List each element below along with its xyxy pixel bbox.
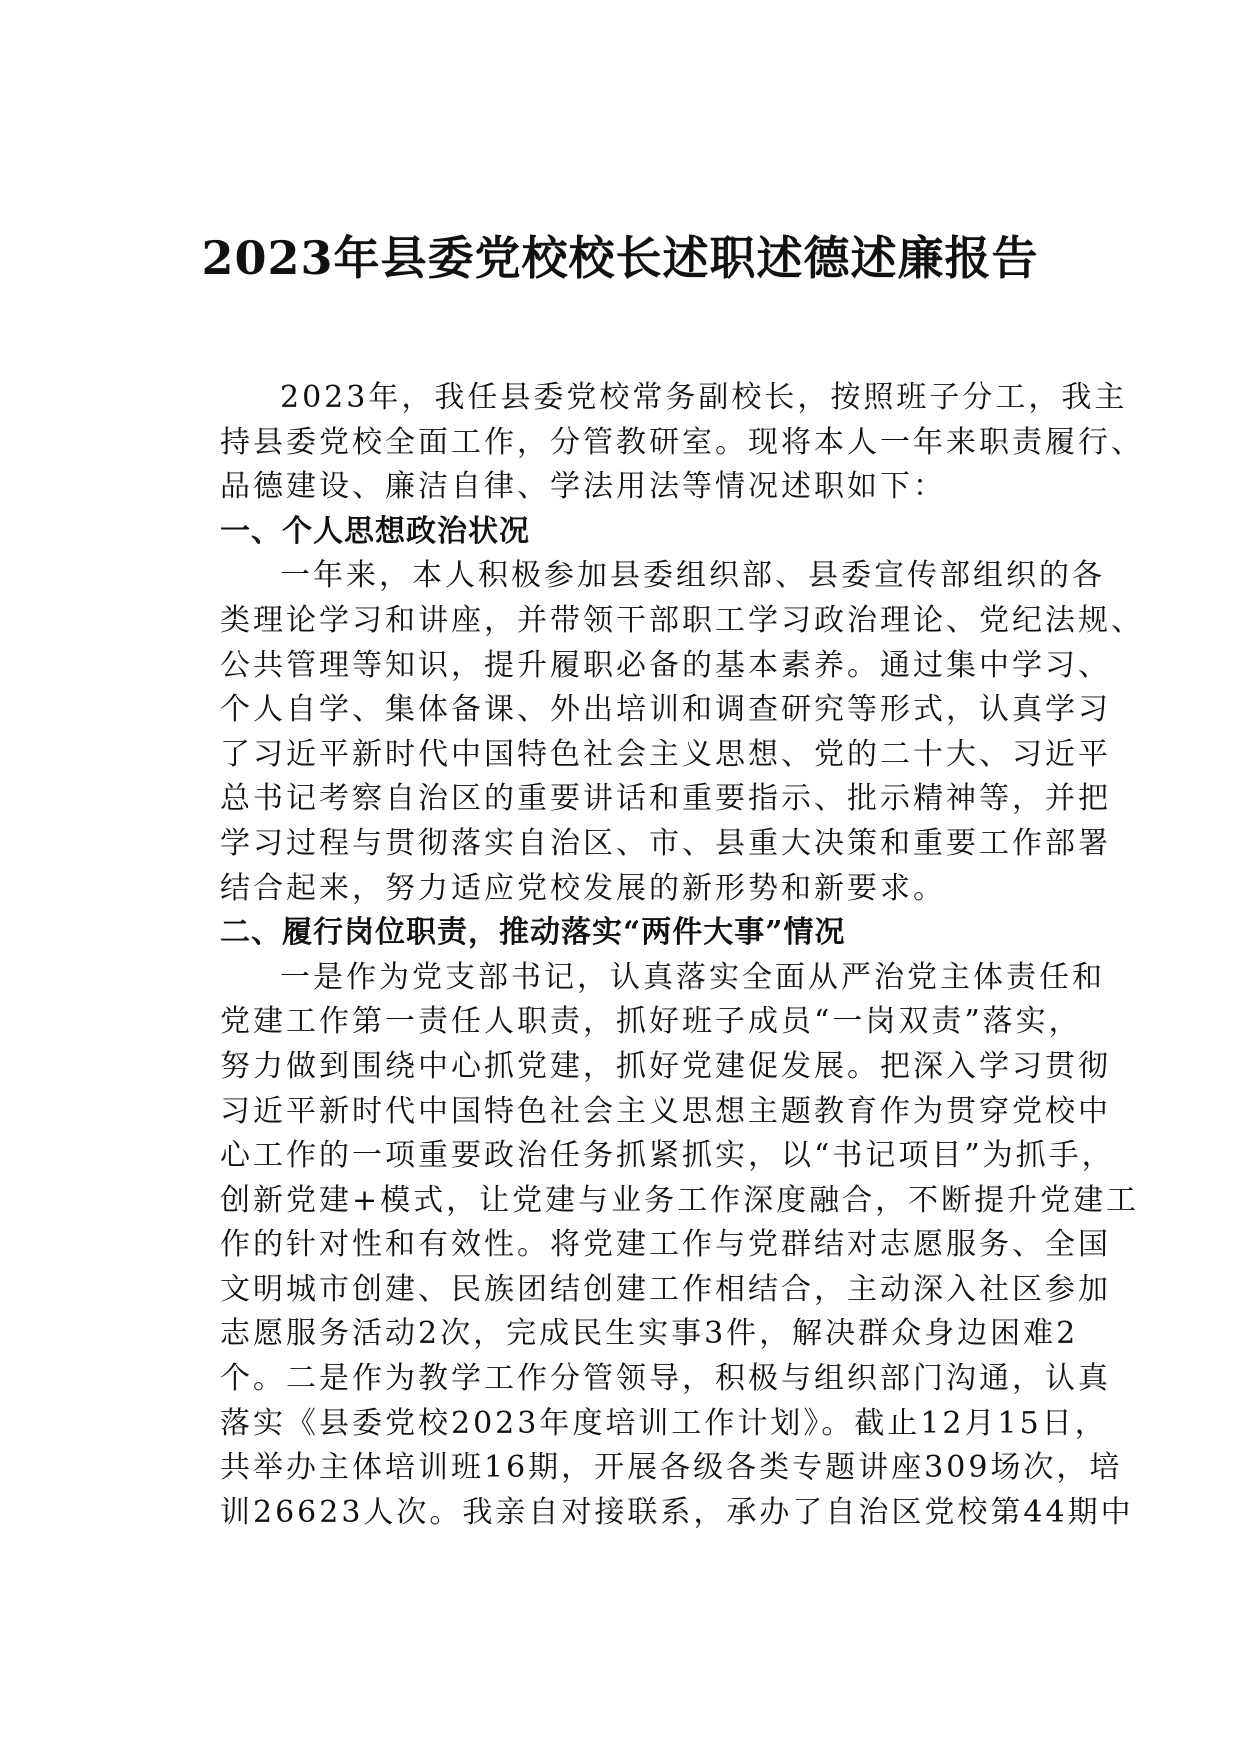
- section-1-paragraph: [160, 554, 1144, 911]
- text-line: 党建工作第一责任人职责，抓好班子成员“一岗双责”落实，: [220, 1004, 1082, 1040]
- text-line: 2023年，我任县委党校常务副校长，按照班子分工，我主: [280, 380, 1128, 415]
- text-line: 总书记考察自治区的重要讲话和重要指示、批示精神等，并把: [220, 781, 1111, 817]
- text-line: 个人自学、集体备课、外出培训和调查研究等形式，认真学习: [220, 692, 1111, 728]
- text-line: 作的针对性和有效性。将党建工作与党群结对志愿服务、全国: [220, 1227, 1111, 1263]
- text-line: 一年来，本人积极参加县委组织部、县委宣传部组织的各: [280, 558, 1105, 594]
- text-line: 心工作的一项重要政治任务抓紧抓实，以“书记项目”为抓手，: [220, 1138, 1115, 1174]
- text-line: 学习过程与贯彻落实自治区、市、县重大决策和重要工作部署: [220, 825, 1111, 861]
- text-line: 品德建设、廉洁自律、学法用法等情况述职如下：: [220, 469, 946, 505]
- text-line: 创新党建+模式，让党建与业务工作深度融合，不断提升党建工: [220, 1182, 1140, 1218]
- text-line: 志愿服务活动2次，完成民生实事3件，解决群众身边困难2: [220, 1316, 1079, 1352]
- text-line: 结合起来，努力适应党校发展的新形势和新要求。: [220, 870, 946, 906]
- text-line: 习近平新时代中国特色社会主义思想主题教育作为贯穿党校中: [220, 1093, 1111, 1129]
- intro-paragraph: [160, 376, 1144, 510]
- text-line: 一是作为党支部书记，认真落实全面从严治党主体责任和: [280, 959, 1105, 995]
- text-line: 共举办主体培训班16期，开展各级各类专题讲座309场次，培: [220, 1450, 1123, 1486]
- section-2-paragraph: [160, 956, 1140, 1536]
- section-heading-2: 二、履行岗位职责，推动落实“两件大事”情况: [220, 915, 846, 951]
- text-line: 了习近平新时代中国特色社会主义思想、党的二十大、习近平: [220, 736, 1111, 772]
- text-line: 公共管理等知识，提升履职必备的基本素养。通过集中学习、: [220, 647, 1111, 683]
- section-heading-1: 一、个人思想政治状况: [220, 513, 530, 549]
- document-body: [160, 376, 1144, 1535]
- text-line: 文明城市创建、民族团结创建工作相结合，主动深入社区参加: [220, 1271, 1111, 1307]
- text-line: 类理论学习和讲座，并带领干部职工学习政治理论、党纪法规、: [220, 602, 1144, 638]
- text-line: 落实《县委党校2023年度培训工作计划》。截止12月15日，: [220, 1405, 1108, 1441]
- text-line: 努力做到围绕中心抓党建，抓好党建促发展。把深入学习贯彻: [220, 1048, 1111, 1084]
- text-line: 训26623人次。我亲自对接联系，承办了自治区党校第44期中: [220, 1494, 1134, 1530]
- document-title: 2023年县委党校校长述职述德述廉报告: [201, 231, 1039, 285]
- text-line: 持县委党校全面工作，分管教研室。现将本人一年来职责履行、: [220, 424, 1144, 460]
- text-line: 个。二是作为教学工作分管领导，积极与组织部门沟通，认真: [220, 1361, 1111, 1397]
